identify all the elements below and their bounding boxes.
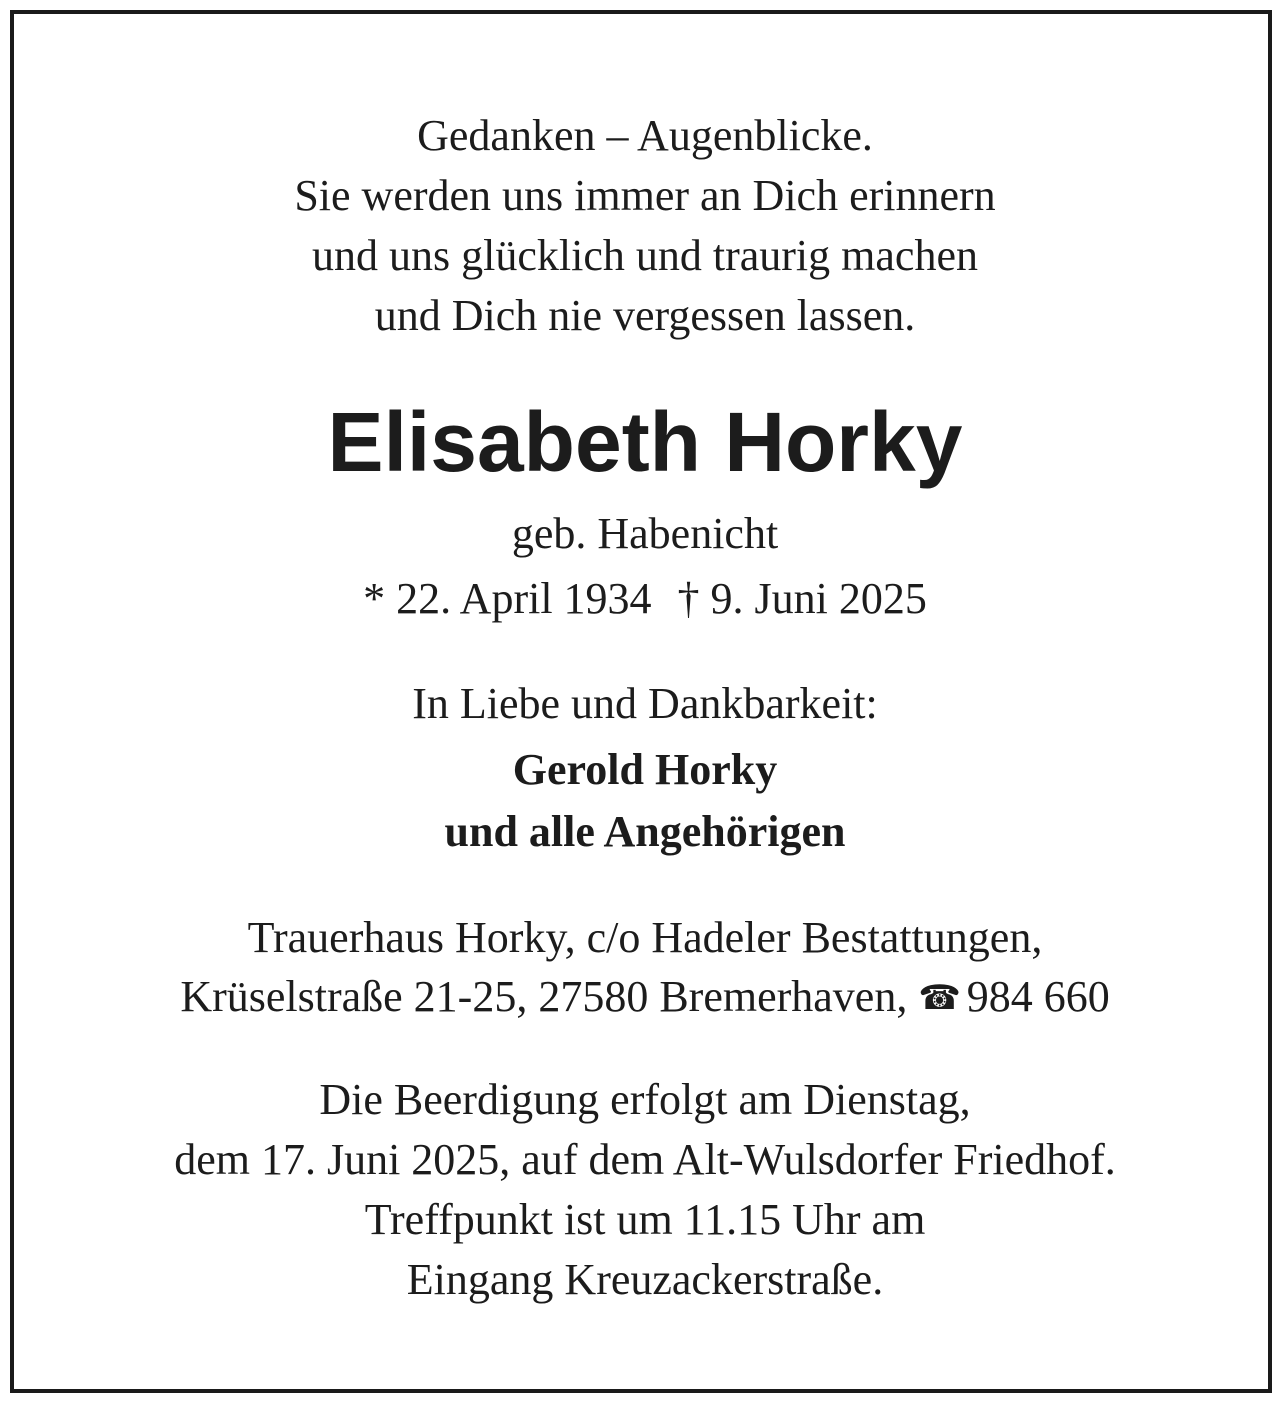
- funeral-line-2: dem 17. Juni 2025, auf dem Alt-Wulsdorfer Friedhof.: [174, 1135, 1116, 1184]
- birth-date: * 22. April 1934: [363, 574, 652, 623]
- verse-line-1: Gedanken – Augenblicke.: [417, 111, 873, 160]
- mourner-name-2: und alle Angehörigen: [444, 807, 846, 856]
- death-date: † 9. Juni 2025: [677, 574, 927, 623]
- verse-line-4: und Dich nie vergessen lassen.: [374, 291, 916, 340]
- deceased-name: Elisabeth Horky: [327, 395, 963, 489]
- verse-line-3: und uns glücklich und traurig machen: [312, 231, 978, 280]
- address-street: Krüselstraße 21-25, 27580 Bremerhaven,: [180, 972, 908, 1021]
- mourners-intro: In Liebe und Dankbarkeit:: [412, 679, 878, 728]
- funeral-line-1: Die Beerdigung erfolgt am Dienstag,: [319, 1075, 971, 1124]
- obituary-frame: [10, 10, 1272, 1393]
- funeral-line-4: Eingang Kreuzackerstraße.: [406, 1255, 884, 1304]
- mourner-name-1: Gerold Horky: [512, 745, 778, 794]
- phone-number: 984 660: [966, 972, 1110, 1021]
- life-dates: [14, 574, 1276, 623]
- address-line-2: [14, 972, 1276, 1021]
- funeral-line-3: Treffpunkt ist um 11.15 Uhr am: [364, 1195, 926, 1244]
- telephone-icon: ☎: [918, 978, 961, 1018]
- maiden-name: geb. Habenicht: [511, 509, 779, 558]
- verse-line-2: Sie werden uns immer an Dich erinnern: [294, 171, 996, 220]
- address-line-1: Trauerhaus Horky, c/o Hadeler Bestattungen,: [247, 913, 1043, 962]
